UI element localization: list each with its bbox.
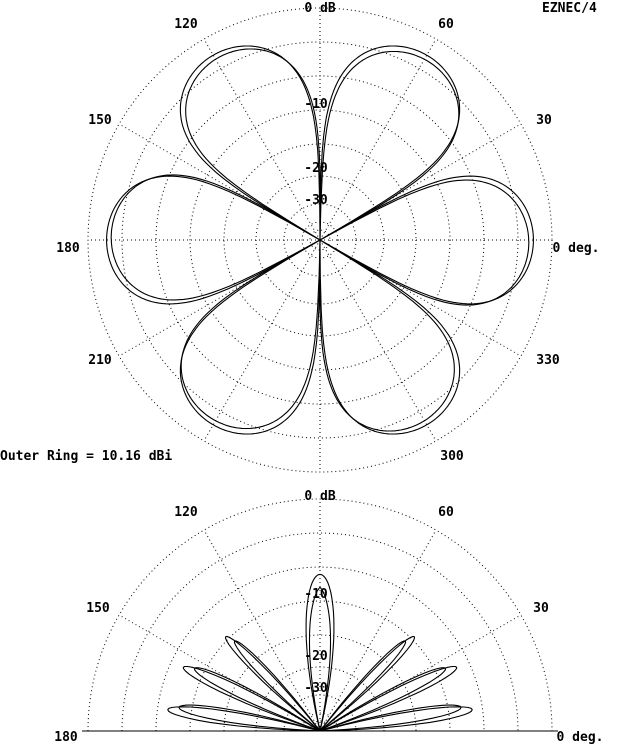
angle-label-90: 0 dB bbox=[304, 1, 336, 16]
angle-label-30: 30 bbox=[536, 113, 552, 128]
angle-label-60: 60 bbox=[438, 17, 454, 32]
angle-label-120: 120 bbox=[174, 505, 198, 520]
angle-label-150: 150 bbox=[86, 601, 110, 616]
spoke-120 bbox=[204, 530, 320, 731]
spoke-60 bbox=[320, 39, 436, 240]
spoke-120 bbox=[204, 39, 320, 240]
angle-label-210: 210 bbox=[88, 353, 112, 368]
spoke-60 bbox=[320, 530, 436, 731]
angle-label-330: 330 bbox=[536, 353, 560, 368]
angle-label-180: 180 bbox=[54, 730, 78, 745]
angle-label-60: 60 bbox=[438, 505, 454, 520]
outer-ring-label: Outer Ring = 10.16 dBi bbox=[0, 449, 173, 464]
angle-label-120: 120 bbox=[174, 17, 198, 32]
angle-label-180: 180 bbox=[56, 241, 80, 256]
angle-label-150: 150 bbox=[88, 113, 112, 128]
db-label-2: -30 bbox=[304, 193, 328, 208]
db-label-1: -20 bbox=[304, 649, 328, 664]
db-label-0: -10 bbox=[304, 587, 328, 602]
db-label-0: -10 bbox=[304, 97, 328, 112]
db-label-2: -30 bbox=[304, 681, 328, 696]
program-label: EZNEC/4 bbox=[542, 1, 597, 16]
spoke-300 bbox=[320, 240, 436, 441]
angle-label-90: 0 dB bbox=[304, 489, 336, 504]
angle-label-0: 0 deg. bbox=[556, 730, 604, 745]
elevation-plot bbox=[54, 489, 603, 745]
spoke-240 bbox=[204, 240, 320, 441]
angle-label-0: 0 deg. bbox=[552, 241, 600, 256]
angle-label-30: 30 bbox=[533, 601, 549, 616]
angle-label-300: 300 bbox=[440, 449, 464, 464]
azimuth-plot bbox=[56, 1, 599, 472]
db-label-1: -20 bbox=[304, 161, 328, 176]
